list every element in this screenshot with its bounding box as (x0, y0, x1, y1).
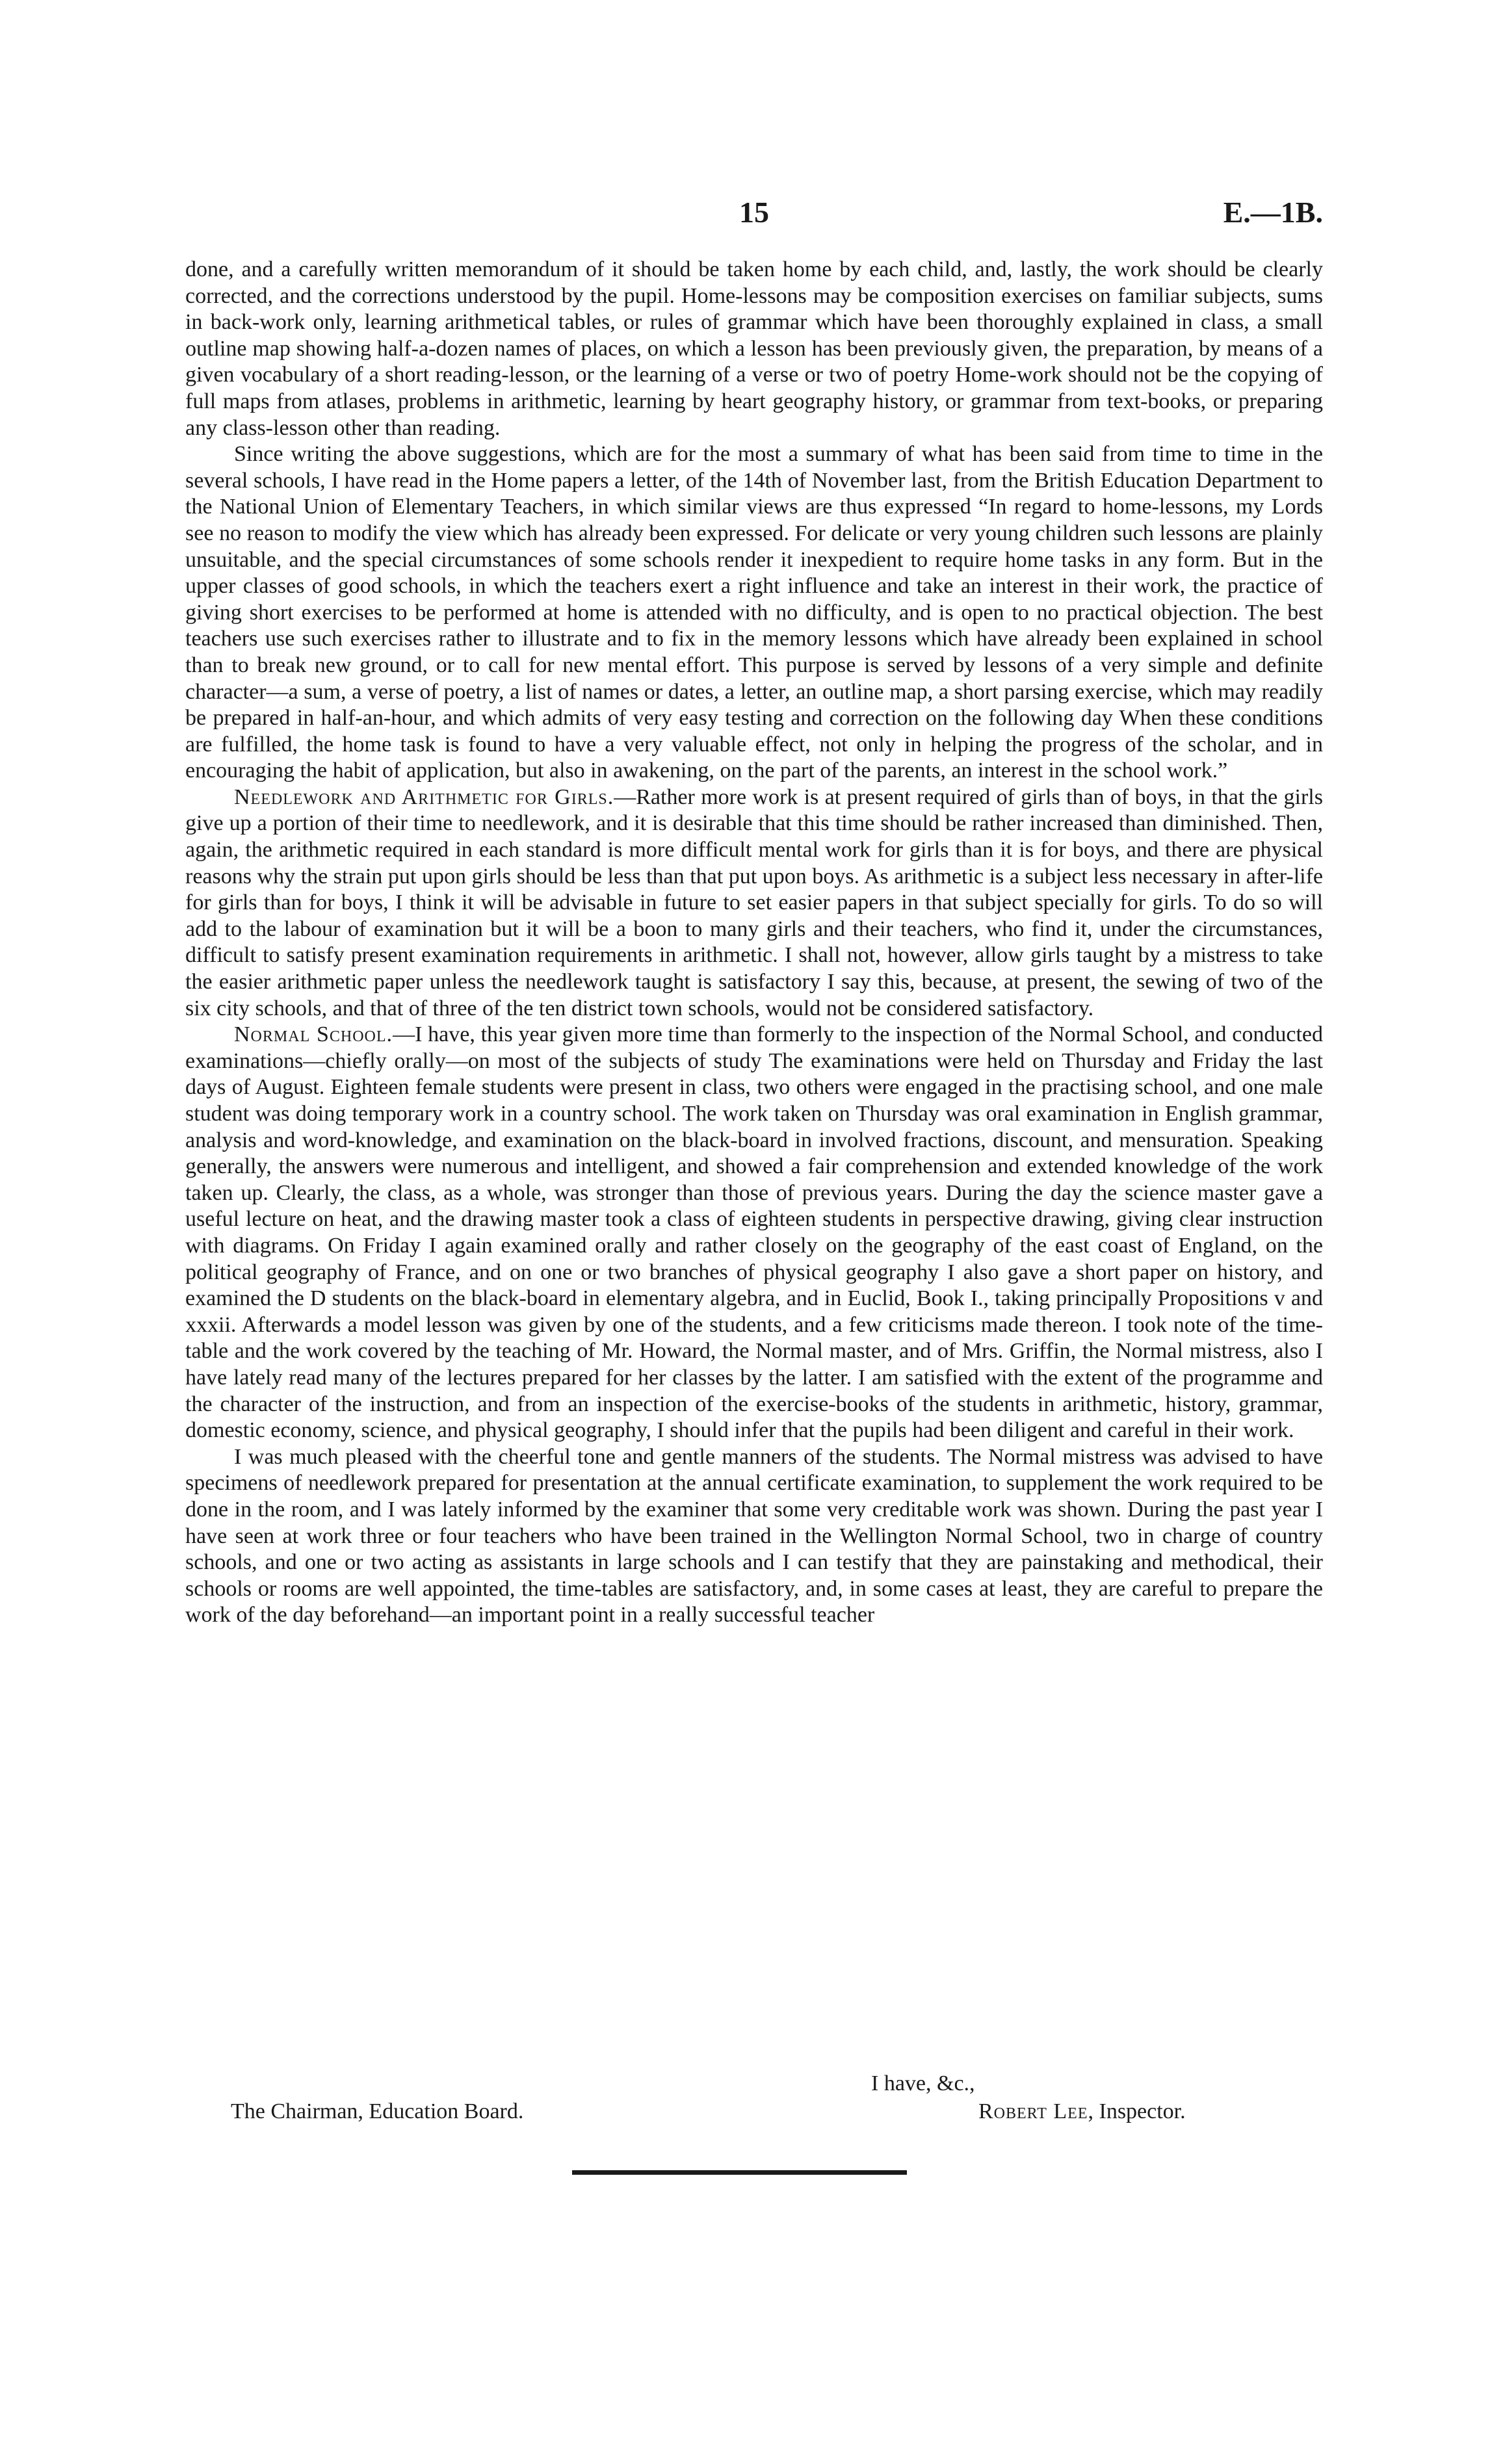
closing-salutation: I have, &c., (871, 2071, 975, 2095)
paragraph-students: I was much pleased with the cheerful tone and gentle manners of the students. The Normal mistress was advised to have specimens of needlework prepared for presentation at the annual certificate examination, to supplement the work required to be done in the room, and I was lately informed by the examiner that some very creditable work was shown. During the past year I have seen at work three or four teachers who have been trained in the Wellington Normal School, two in charge of country schools, and one or two acting as assistants in large schools and I can testify that they are painstaking and methodical, their schools or rooms are well appointed, the time-tables are satisfactory, and, in some cases at least, they are careful to prepare the work of the day beforehand—an important point in a really successful teacher (185, 1444, 1323, 1628)
paragraph-since-writing: Since writing the above suggestions, which are for the most a summary of what has been said from time to time in the several schools, I have read in the Home papers a letter, of the 14th of November last, from the British Education Department to the National Union of Elementary Teachers, in which similar views are thus expressed “In regard to home-lessons, my Lords see no reason to modify the view which has already been expressed. For delicate or very young children such lessons are plainly unsuitable, and the special circumstances of some schools render it inexpedient to require home tasks in any form. But in the upper classes of good schools, in which the teachers exert a right influence and take an interest in their work, the practice of giving short exercises to be performed at home is attended with no difficulty, and is open to no practical objection. The best teachers use such exercises rather to illustrate and to fix in the memory lessons which have already been explained in school than to break new ground, or to call for new mental effort. This purpose is served by lessons of a very simple and definite character—a sum, a verse of poetry, a list of names or dates, a letter, an outline map, a short parsing exercise, which may readily be prepared in half-an-hour, and which admits of very easy testing and correction on the following day When these conditions are fulfilled, the home task is found to have a very valuable effect, not only in helping the progress of the scholar, and in encouraging the habit of application, but also in awakening, on the part of the parents, an interest in the school work.” (185, 442, 1323, 783)
signature-name: Robert Lee (978, 2099, 1088, 2123)
section-heading-normal-school: Normal School. (234, 1022, 393, 1047)
section-heading-needlework: Needlework and Arithmetic for Girls. (234, 785, 614, 809)
paragraph-home-lessons: done, and a carefully written memorandum of it should be taken home by each child, and, lastly, the work should be clearly corrected, and the corrections understood by the pupil. Home-lessons may be composition exercises on familiar subjects, sums in back-work only, learning arithmetical tables, or rules of grammar which have been thoroughly explained in class, a small outline map showing half-a-dozen names of places, on which a lesson has been previously given, the preparation, by means of a given vocabulary of a short reading-lesson, or the learning of a verse or two of poetry Home-work should not be the copying of full maps from atlases, problems in arithmetic, learning by heart geography history, or grammar from text-books, or preparing any class-lesson other than reading. (185, 257, 1323, 440)
paragraph-normal-school (185, 1022, 1323, 1444)
signature-title: , Inspector. (1088, 2099, 1186, 2123)
page-number: 15 (739, 196, 769, 229)
paragraph-needlework-text: —Rather more work is at present required of girls than of boys, in that the girls give up a portion of their time to needlework, and it is desirable that this time should be rather increased than diminished. Then, again, the arithmetic required in each standard is more difficult mental work for girls than it is for boys, and there are physical reasons why the strain put upon girls should be less than that put upon boys. As arithmetic is a subject less necessary in after-life for girls than for boys, I think it will be advisable in future to set easier papers in that subject specially for girls. To do so will add to the labour of examination but it will be a boon to many girls and their teachers, who find it, under the circumstances, difficult to satisfy present examination requirements in arithmetic. I shall not, however, allow girls taught by a mistress to take the easier arithmetic paper unless the needlework taught is satisfactory I say this, because, at present, the sewing of two of the six city schools, and that of three of the ten district town schools, would not be considered satisfactory. (185, 785, 1323, 1020)
end-rule (572, 2170, 907, 2175)
body-text (185, 257, 1323, 1629)
paragraph-needlework (185, 785, 1323, 1022)
page-code: E.—1B. (1223, 196, 1323, 229)
signature (978, 2099, 1186, 2124)
addressee: The Chairman, Education Board. (231, 2099, 524, 2123)
paragraph-normal-school-text: —I have, this year given more time than formerly to the inspection of the Normal School, and conducted examinations—chiefly orally—on most of the subjects of study The examinations were held on Thursday and Friday the last days of August. Eighteen female students were present in class, two others were engaged in the practising school, and one male student was doing temporary work in a country school. The work taken on Thursday was oral examination in English grammar, analysis and word-knowledge, and examination on the black-board in involved fractions, discount, and mensuration. Speaking generally, the answers were numerous and intelligent, and showed a fair comprehension and extended knowledge of the work taken up. Clearly, the class, as a whole, was stronger than those of previous years. During the day the science master gave a useful lecture on heat, and the drawing master took a class of eighteen students in perspective drawing, giving clear instruction with diagrams. On Friday I again examined orally and rather closely on the geography of the east coast of England, on the political geography of France, and on one or two branches of physical geography I also gave a short paper on history, and examined the D students on the black-board in elementary algebra, and in Euclid, Book I., taking principally Propositions v and xxxii. Afterwards a model lesson was given by one of the students, and a few criticisms made thereon. I took note of the time-table and the work covered by the teaching of Mr. Howard, the Normal master, and of Mrs. Griffin, the Normal mistress, also I have lately read many of the lectures prepared for her classes by the latter. I am satisfied with the extent of the programme and the character of the instruction, and from an inspection of the exercise-books of the students in arithmetic, history, grammar, domestic economy, science, and physical geography, I should infer that the pupils had been diligent and careful in their work. (185, 1022, 1323, 1443)
